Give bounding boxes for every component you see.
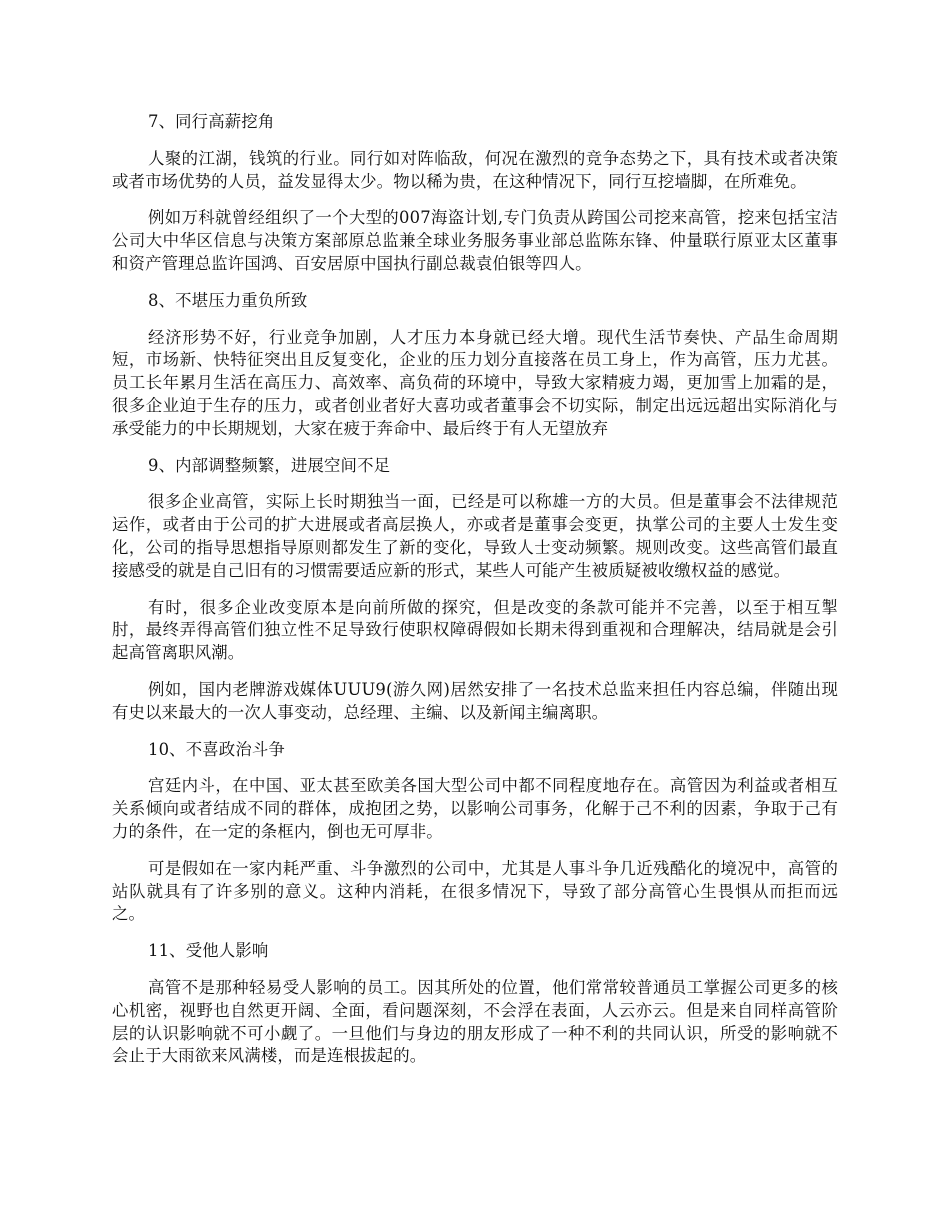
section-11-paragraph-1: 高管不是那种轻易受人影响的员工。因其所处的位置，他们常常较普通员工掌握公司更多的核心机密，视野也自然更开阔、全面，看问题深刻，不会浮在表面，人云亦云。但是来自同样高管阶层的认识影响就不可小觑了。一旦他们与身边的朋友形成了一种不利的共同认识，所受的影响就不会止于大雨欲来风满楼，而是连根拔起的。 — [112, 977, 838, 1066]
section-8-paragraph-1: 经济形势不好，行业竞争加剧，人才压力本身就已经大增。现代生活节奏快、产品生命周期短，市场新、快特征突出且反复变化，企业的压力划分直接落在员工身上，作为高管，压力尤甚。员工长年累月生活在高压力、高效率、高负荷的环境中，导致大家精疲力竭，更加雪上加霜的是，很多企业迫于生存的压力，或者创业者好大喜功或者董事会不切实际，制定出远远超出实际消化与承受能力的中长期规划，大家在疲于奔命中、最后终于有人无望放弃 — [112, 327, 838, 438]
section-heading-10: 10、不喜政治斗争 — [148, 739, 285, 759]
document-page — [112, 111, 838, 1082]
section-heading-11: 11、受他人影响 — [148, 941, 269, 961]
section-heading-8: 8、不堪压力重负所致 — [148, 290, 308, 310]
section-7-paragraph-1: 人聚的江湖，钱筑的行业。同行如对阵临敌，何况在激烈的竞争态势之下，具有技术或者决策或者市场优势的人员，益发显得太少。物以稀为贵，在这种情况下，同行互挖墙脚，在所难免。 — [112, 148, 838, 191]
section-heading-9: 9、内部调整频繁，进展空间不足 — [148, 455, 391, 475]
section-heading-7: 7、同行高薪挖角 — [148, 112, 275, 131]
section-9-paragraph-1: 很多企业高管，实际上长时期独当一面，已经是可以称雄一方的大员。但是董事会不法律规范运作，或者由于公司的扩大进展或者高层换人，亦或者是董事会变更，执掌公司的主要人士发生变化，公司的指导思想指导原则都发生了新的变化，导致人士变动频繁。规则改变。这些高管们最直接感受的就是自己旧有的习惯需要适应新的形式，某些人可能产生被质疑被收缴权益的感觉。 — [112, 492, 838, 580]
section-9-paragraph-2: 有时，很多企业改变原本是向前所做的探究，但是改变的条款可能并不完善，以至于相互掣肘，最终弄得高管们独立性不足导致行使职权障碍假如长期未得到重视和合理解决，结局就是会引起高管离职风潮。 — [112, 597, 838, 663]
section-10-paragraph-1: 宫廷内斗，在中国、亚太甚至欧美各国大型公司中都不同程度地存在。高管因为利益或者相互关系倾向或者结成不同的群体，成抱团之势，以影响公司事务，化解于己不利的因素，争取于己有力的条件，在一定的条框内，倒也无可厚非。 — [112, 776, 838, 841]
section-9-paragraph-3: 例如，国内老牌游戏媒体UUU9(游久网)居然安排了一名技术总监来担任内容总编，伴随出现有史以来最大的一次人事变动，总经理、主编、以及新闻主编离职。 — [112, 679, 838, 722]
section-10-paragraph-2: 可是假如在一家内耗严重、斗争激烈的公司中，尤其是人事斗争几近残酷化的境况中，高管的站队就具有了许多别的意义。这种内消耗，在很多情况下，导致了部分高管心生畏惧从而拒而远之。 — [112, 858, 838, 924]
section-7-paragraph-2: 例如万科就曾经组织了一个大型的007海盗计划,专门负责从跨国公司挖来高管，挖来包括宝洁公司大中华区信息与决策方案部原总监兼全球业务服务事业部总监陈东锋、仲量联行原亚太区董事和资产管理总监许国鸿、百安居原中国执行副总裁袁伯银等四人。 — [112, 208, 838, 273]
